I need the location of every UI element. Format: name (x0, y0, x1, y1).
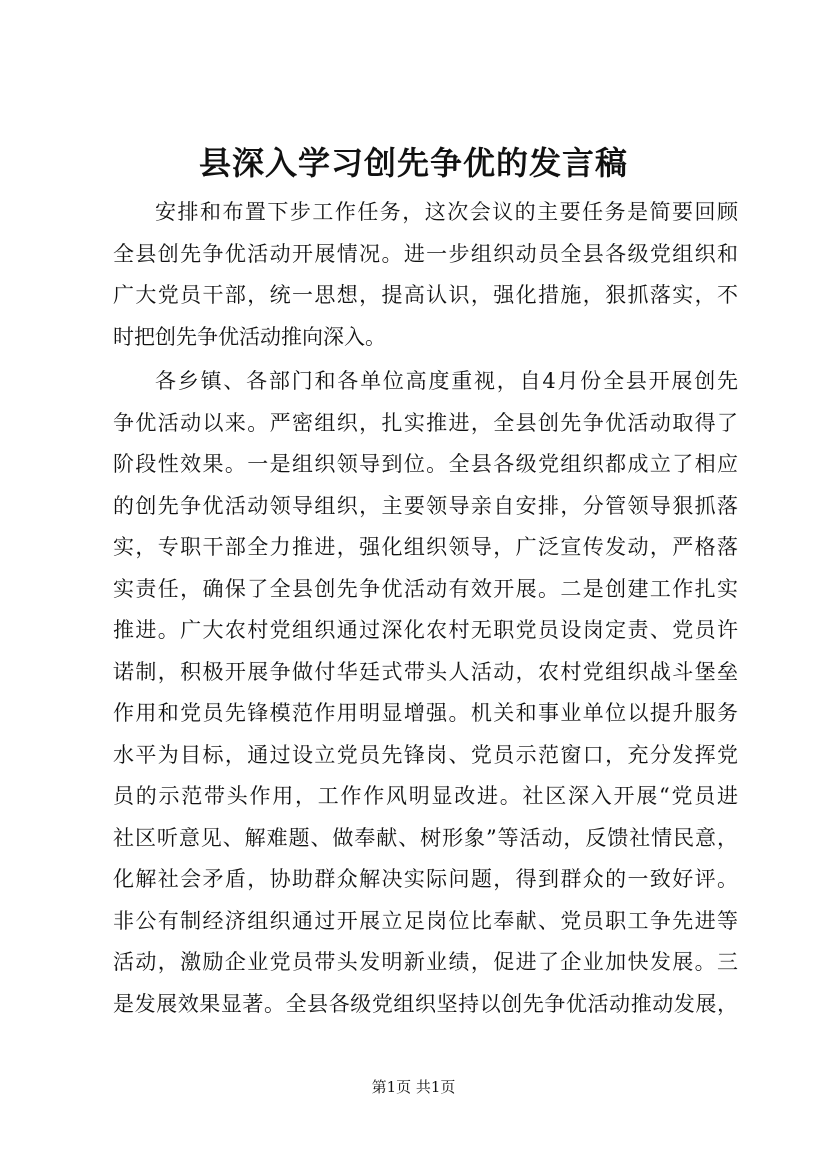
text-line: 阶段性效果。一是组织领导到位。全县各级党组织都成立了相应 (113, 452, 738, 476)
text-line: 化解社会矛盾，协助群众解决实际问题，得到群众的一致好评。 (113, 867, 738, 891)
text-line: 是发展效果显著。全县各级党组织坚持以创先争优活动推动发展， (113, 991, 738, 1016)
text-line: 广大党员干部，统一思想，提高认识，强化措施，狠抓落实，不 (113, 283, 738, 307)
paragraph (113, 361, 738, 1025)
text-line: 的创先争优活动领导组织，主要领导亲自安排，分管领导狠抓落 (113, 493, 738, 518)
text-line: 员的示范带头作用，工作作风明显改进。社区深入开展“党员进 (113, 784, 738, 808)
text-line: 水平为目标，通过设立党员先锋岗、党员示范窗口，充分发挥党 (113, 742, 738, 767)
text-line: 社区听意见、解难题、做奉献、树形象”等活动，反馈社情民意， (113, 825, 738, 850)
document-body (113, 192, 738, 1025)
text-line: 争优活动以来。严密组织，扎实推进，全县创先争优活动取得了 (113, 410, 738, 435)
text-line: 非公有制经济组织通过开展立足岗位比奉献、党员职工争先进等 (113, 908, 738, 933)
text-line: 实，专职干部全力推进，强化组织领导，广泛宣传发动，严格落 (113, 535, 738, 559)
text-line: 时把创先争优活动推向深入。 (113, 324, 386, 349)
text-line: 各乡镇、各部门和各单位高度重视，自4月份全县开展创先 (155, 369, 738, 393)
text-line: 推进。广大农村党组织通过深化农村无职党员设岗定责、党员许 (113, 618, 738, 642)
document-title: 县深入学习创先争优的发言稿 (198, 144, 628, 182)
text-line: 诺制，积极开展争做付华廷式带头人活动，农村党组织战斗堡垒 (113, 659, 738, 684)
paragraph (113, 192, 738, 358)
text-line: 活动，激励企业党员带头发明新业绩，促进了企业加快发展。三 (113, 950, 738, 974)
text-line: 安排和布置下步工作任务，这次会议的主要任务是简要回顾 (155, 200, 738, 224)
text-line: 全县创先争优活动开展情况。进一步组织动员全县各级党组织和 (113, 241, 738, 266)
text-line: 作用和党员先锋模范作用明显增强。机关和事业单位以提升服务 (113, 701, 738, 725)
page-footer: 第1页 共1页 (371, 1078, 456, 1096)
text-line: 实责任，确保了全县创先争优活动有效开展。二是创建工作扎实 (113, 576, 738, 601)
